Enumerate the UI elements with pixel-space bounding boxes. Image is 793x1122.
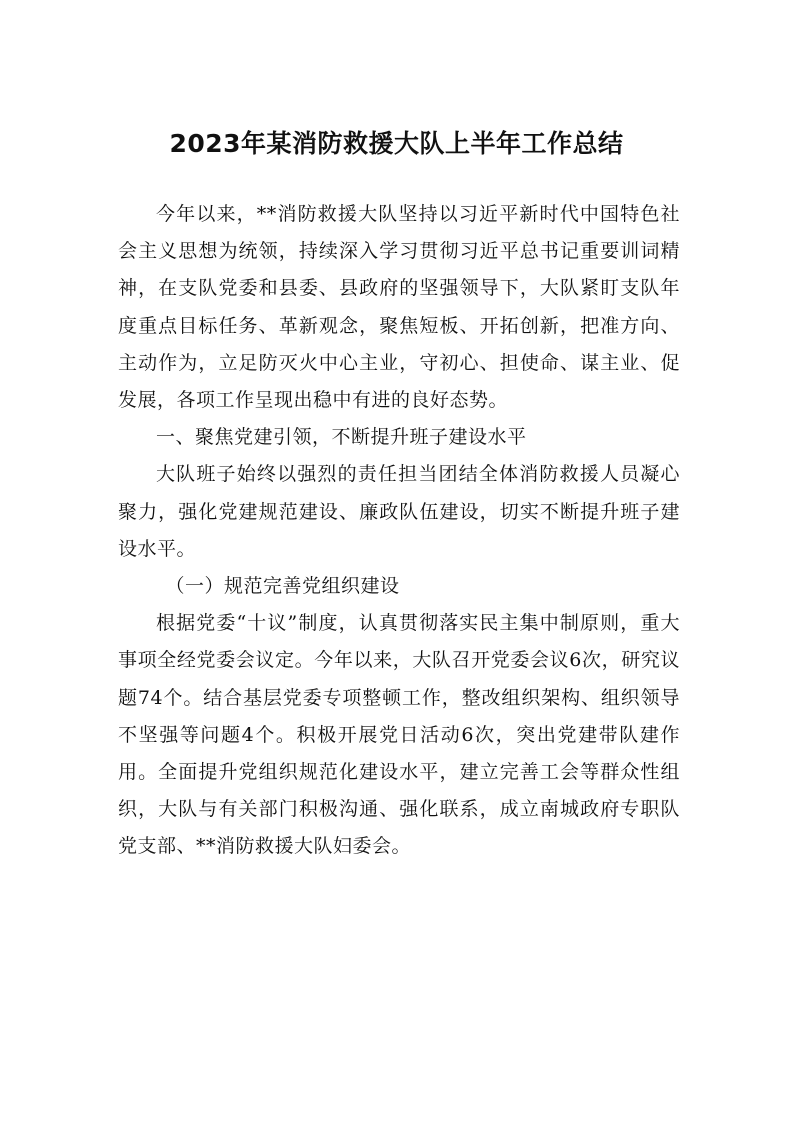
intro-paragraph: 今年以来，**消防救援大队坚持以习近平新时代中国特色社会主义思想为统领，持续深入学习贯彻习近平总书记重要训词精神，在支队党委和县委、县政府的坚强领导下，大队紧盯支队年度重点目标任务、革新观念，聚焦短板、开拓创新，把准方向、主动作为，立足防灭火中心主业，守初心、担使命、谋主业、促发展，各项工作呈现出稳中有进的良好态势。: [118, 203, 680, 412]
document-body: [118, 196, 680, 866]
section-heading: 一、聚焦党建引领，不断提升班子建设水平: [156, 426, 527, 449]
document-title: 2023年某消防救援大队上半年工作总结: [169, 129, 624, 158]
section-paragraph: 大队班子始终以强烈的责任担当团结全体消防救援人员凝心聚力，强化党建规范建设、廉政队伍建设，切实不断提升班子建设水平。: [118, 463, 680, 560]
subsection-heading: （一）规范完善党组织建设: [165, 575, 400, 598]
subsection-paragraph: 根据党委“十议”制度，认真贯彻落实民主集中制原则，重大事项全经党委会议定。今年以来，大队召开党委会议6次，研究议题74个。结合基层党委专项整顿工作，整改组织架构、组织领导不坚强等问题4个。积极开展党日活动6次，突出党建带队建作用。全面提升党组织规范化建设水平，建立完善工会等群众性组织，大队与有关部门积极沟通、强化联系，成立南城政府专职队党支部、**消防救援大队妇委会。: [118, 612, 680, 858]
